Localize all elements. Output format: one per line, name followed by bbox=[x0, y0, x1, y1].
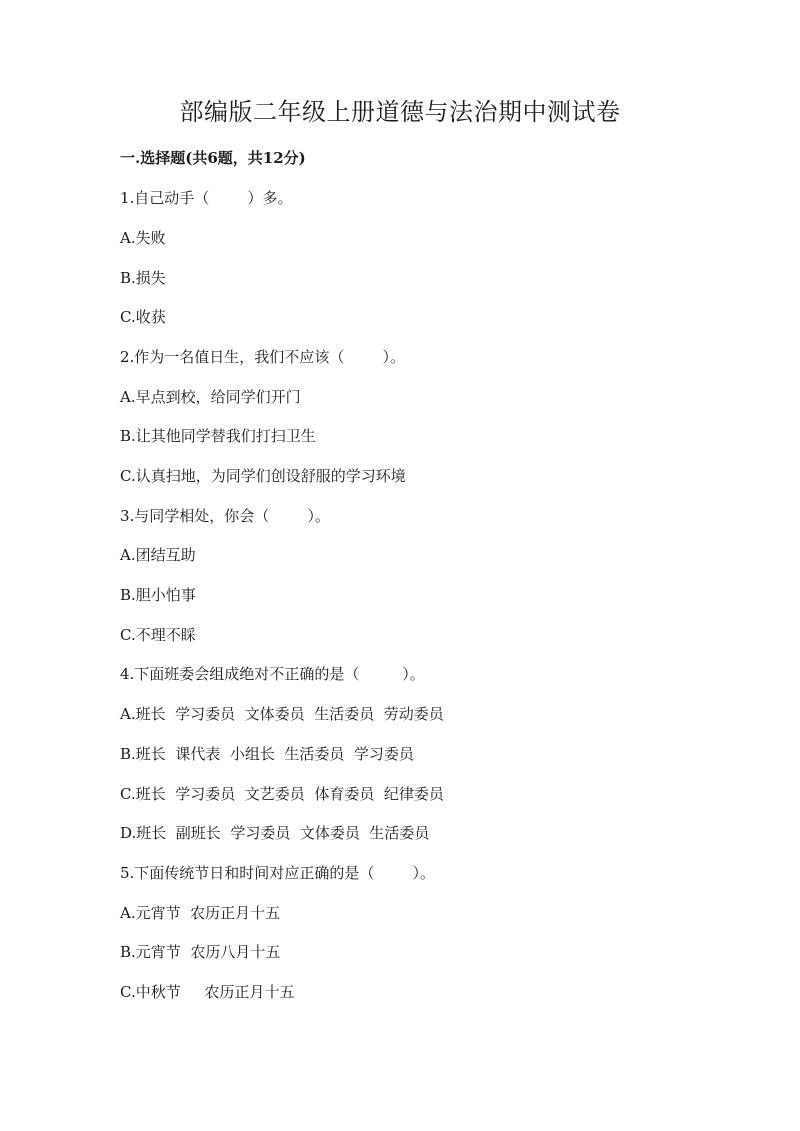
answer-option: D.班长 副班长 学习委员 文体委员 生活委员 bbox=[120, 824, 430, 842]
page-title: 部编版二年级上册道德与法治期中测试卷 bbox=[179, 98, 621, 126]
answer-option: B.班长 课代表 小组长 生活委员 学习委员 bbox=[120, 745, 414, 763]
answer-option: A.班长 学习委员 文体委员 生活委员 劳动委员 bbox=[120, 705, 444, 723]
answer-option: B.让其他同学替我们打扫卫生 bbox=[120, 427, 316, 445]
answer-option: A.元宵节 农历正月十五 bbox=[120, 904, 281, 922]
section-heading: 一.选择题(共6题，共12分) bbox=[120, 149, 306, 167]
answer-option: C.认真扫地，为同学们创设舒服的学习环境 bbox=[120, 467, 406, 485]
answer-option: C.收获 bbox=[120, 308, 166, 326]
question-stem: 3.与同学相处，你会（ ）。 bbox=[120, 507, 330, 525]
answer-option: B.元宵节 农历八月十五 bbox=[120, 943, 281, 961]
answer-option: C.不理不睬 bbox=[120, 626, 196, 644]
answer-option: C.中秋节 农历正月十五 bbox=[120, 983, 295, 1001]
question-stem: 4.下面班委会组成绝对不正确的是（ ）。 bbox=[120, 665, 425, 683]
answer-option: A.失败 bbox=[120, 229, 166, 247]
answer-option: B.损失 bbox=[120, 269, 166, 287]
question-stem: 2.作为一名值日生，我们不应该（ ）。 bbox=[120, 348, 405, 366]
question-stem: 1.自己动手（ ）多。 bbox=[120, 189, 293, 207]
answer-option: C.班长 学习委员 文艺委员 体育委员 纪律委员 bbox=[120, 785, 444, 803]
answer-option: A.早点到校，给同学们开门 bbox=[120, 388, 301, 406]
question-stem: 5.下面传统节日和时间对应正确的是（ ）。 bbox=[120, 864, 435, 882]
answer-option: B.胆小怕事 bbox=[120, 586, 196, 604]
answer-option: A.团结互助 bbox=[120, 546, 196, 564]
